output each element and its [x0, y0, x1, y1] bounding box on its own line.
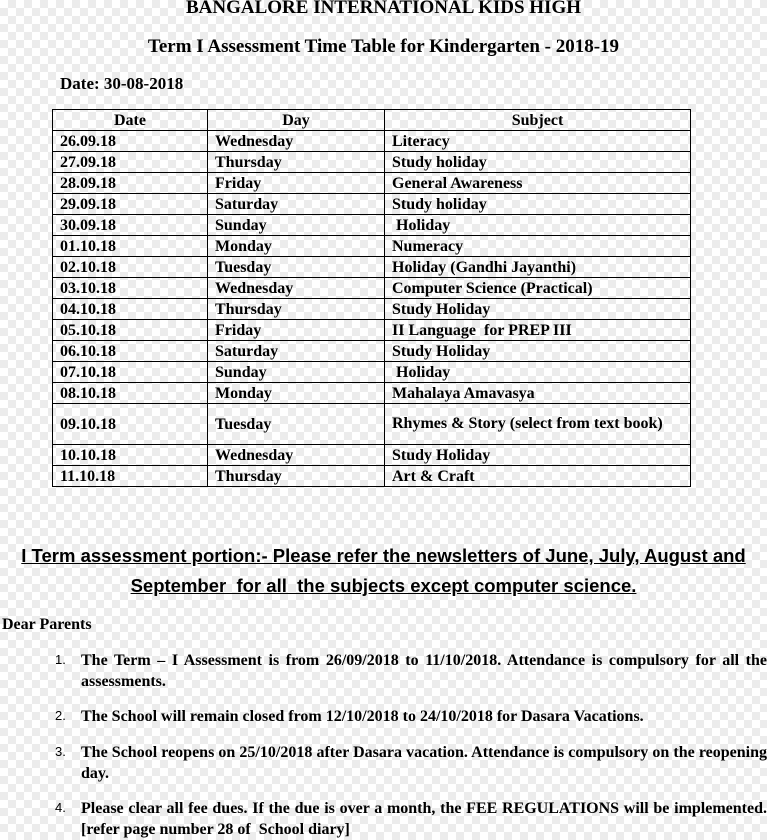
cell-day: Monday: [208, 236, 385, 257]
cell-date: 26.09.18: [53, 131, 208, 152]
cell-day: Friday: [208, 320, 385, 341]
cell-date: 30.09.18: [53, 215, 208, 236]
list-item-text: Please clear all fee dues. If the due is over a month, the FEE REGULATIONS will be implemented. [refer page number 28 of School diary]: [81, 800, 767, 838]
cell-date: 01.10.18: [53, 236, 208, 257]
cell-subject: Rhymes & Story (select from text book): [385, 404, 691, 445]
cell-subject: General Awareness: [385, 173, 691, 194]
cell-day: Tuesday: [208, 404, 385, 445]
cell-subject: Study holiday: [385, 152, 691, 173]
column-header-subject: Subject: [385, 110, 691, 131]
list-item-number: 3.: [55, 744, 66, 759]
table-row: [53, 299, 691, 320]
table-row: [53, 404, 691, 445]
cell-day: Tuesday: [208, 257, 385, 278]
table-row: [53, 152, 691, 173]
cell-subject: II Language for PREP III: [385, 320, 691, 341]
cell-day: Thursday: [208, 466, 385, 487]
cell-date: 06.10.18: [53, 341, 208, 362]
school-name: BANGALORE INTERNATIONAL KIDS HIGH: [185, 0, 582, 18]
cell-date: 11.10.18: [53, 466, 208, 487]
cell-subject: Holiday (Gandhi Jayanthi): [385, 257, 691, 278]
cell-subject: Computer Science (Practical): [385, 278, 691, 299]
cell-date: 27.09.18: [53, 152, 208, 173]
list-item-number: 1.: [55, 652, 66, 667]
cell-date: 09.10.18: [53, 404, 208, 445]
cell-day: Saturday: [208, 194, 385, 215]
portion-line-1: I Term assessment portion:- Please refer the newsletters of June, July, August and: [21, 545, 746, 566]
cell-date: 08.10.18: [53, 383, 208, 404]
assessment-portion-note: [0, 541, 767, 601]
list-item-number: 2.: [55, 708, 66, 723]
cell-subject: Numeracy: [385, 236, 691, 257]
cell-date: 28.09.18: [53, 173, 208, 194]
table-row: [53, 257, 691, 278]
cell-subject: Study Holiday: [385, 341, 691, 362]
table-row: [53, 278, 691, 299]
table-row: [53, 341, 691, 362]
document-title: Term I Assessment Time Table for Kindergarten - 2018-19: [147, 36, 620, 57]
cell-subject: Mahalaya Amavasya: [385, 383, 691, 404]
table-row: [53, 173, 691, 194]
cell-day: Thursday: [208, 299, 385, 320]
cell-date: 03.10.18: [53, 278, 208, 299]
cell-day: Monday: [208, 383, 385, 404]
cell-subject: Art & Craft: [385, 466, 691, 487]
table-row: [53, 320, 691, 341]
list-item-text: The School will remain closed from 12/10/2018 to 24/10/2018 for Dasara Vacations.: [81, 708, 644, 725]
document-date: Date: 30-08-2018: [60, 74, 184, 93]
table-header-row: [53, 110, 691, 131]
timetable: [52, 109, 691, 487]
cell-day: Sunday: [208, 362, 385, 383]
cell-date: 05.10.18: [53, 320, 208, 341]
table-row: [53, 236, 691, 257]
cell-day: Thursday: [208, 152, 385, 173]
cell-subject: Study holiday: [385, 194, 691, 215]
cell-date: 02.10.18: [53, 257, 208, 278]
cell-subject: Holiday: [385, 362, 691, 383]
cell-subject: Holiday: [385, 215, 691, 236]
cell-subject: Literacy: [385, 131, 691, 152]
portion-line-2: September for all the subjects except computer science.: [130, 575, 637, 596]
list-item-text: The School reopens on 25/10/2018 after Dasara vacation. Attendance is compulsory on the reopening day.: [81, 744, 767, 782]
column-header-day: Day: [208, 110, 385, 131]
table-row: [53, 383, 691, 404]
table-row: [53, 445, 691, 466]
cell-date: 07.10.18: [53, 362, 208, 383]
list-item-number: 4.: [55, 800, 66, 815]
cell-day: Friday: [208, 173, 385, 194]
table-row: [53, 215, 691, 236]
cell-subject: Study Holiday: [385, 445, 691, 466]
cell-date: 29.09.18: [53, 194, 208, 215]
cell-day: Saturday: [208, 341, 385, 362]
table-row: [53, 466, 691, 487]
table-row: [53, 194, 691, 215]
cell-subject: Study Holiday: [385, 299, 691, 320]
letter-greeting: Dear Parents: [2, 616, 92, 633]
cell-day: Wednesday: [208, 445, 385, 466]
list-item-text: The Term – I Assessment is from 26/09/2018 to 11/10/2018. Attendance is compulsory for all the assessments.: [81, 652, 767, 690]
cell-day: Wednesday: [208, 131, 385, 152]
table-row: [53, 362, 691, 383]
cell-date: 04.10.18: [53, 299, 208, 320]
cell-date: 10.10.18: [53, 445, 208, 466]
table-row: [53, 131, 691, 152]
column-header-date: Date: [53, 110, 208, 131]
cell-day: Sunday: [208, 215, 385, 236]
cell-day: Wednesday: [208, 278, 385, 299]
